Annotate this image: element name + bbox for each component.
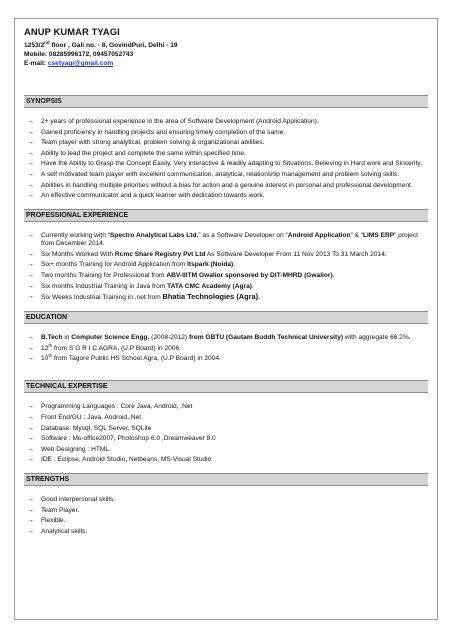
section-heading-strengths: STRENGTHS: [24, 473, 428, 486]
list-item: → Front End/GU : Java, Android,.Net: [27, 413, 142, 421]
mobile-line: Mobile: 08285996172, 09457052743: [24, 51, 134, 58]
arrow-icon: →: [27, 517, 34, 525]
section-heading-technical: TECHNICAL EXPERTISE: [24, 380, 428, 393]
arrow-icon: →: [27, 149, 34, 157]
list-item: → Six+ months Training for Android Application from Itspark (Noida).: [27, 261, 236, 269]
list-item: → Six months Industrial Training in Java from TATA CMC Academy (Agra).: [27, 282, 254, 290]
address-suffix: nd: [44, 39, 50, 45]
list-item: → Gained proficiency in handling projects and ensuring timely completion of the same.: [27, 128, 286, 136]
arrow-icon: →: [27, 250, 34, 258]
list-item: → Software : Ms-office2007, Photoshop 6.0 ,Dreamweaver 8.0: [27, 435, 216, 443]
list-item: → Database: Mysql, SQL Server, SQLite: [27, 424, 152, 432]
resume-content: [24, 26, 428, 539]
list-item: → Analytical skills.: [27, 528, 88, 536]
arrow-icon: →: [27, 261, 34, 269]
arrow-icon: →: [27, 413, 34, 421]
section-heading-education: EDUCATION: [24, 311, 428, 324]
list-item: → 12th from S G R I C AGRA, (U.P Board) in 2006.: [27, 342, 181, 352]
arrow-icon: →: [27, 160, 34, 168]
list-item: → Web Designing : HTML: [27, 445, 110, 453]
list-item: → Have the Ability to Grasp the Concept Easily, Very interactive & readily adapting to Situations, Believing in Hard work and Sincerity.: [27, 160, 422, 168]
list-item: → An effective communicator and a quick learner with dedication towards work.: [27, 192, 265, 200]
strengths-list: [24, 496, 428, 536]
arrow-icon: →: [27, 456, 34, 464]
list-item: → 2+ years of professional experience in the area of Software Development (Android Application).: [27, 118, 319, 125]
list-item: → A self motivated team player with excellent communication, analytical, relationship management and problem solving skills.: [27, 170, 400, 178]
list-item: → Team Player.: [27, 506, 80, 514]
address-number: 1253/2: [24, 42, 45, 49]
arrow-icon: →: [27, 128, 34, 136]
arrow-icon: →: [27, 496, 34, 504]
list-item: → Currently working with “Spectro Analytical Labs Ltd.” as a Software Developer on “Android Application” & “LIMS ERP” project from December 2014.: [27, 232, 418, 248]
arrow-icon: →: [27, 192, 34, 200]
address-line: [24, 41, 428, 50]
arrow-icon: →: [27, 170, 34, 178]
list-item: → 10th from Tagore Public HS School Agra, (U.P Board) in 2004.: [27, 353, 221, 363]
arrow-icon: →: [27, 293, 34, 301]
arrow-icon: →: [27, 344, 34, 352]
email-label: E-mail:: [24, 60, 48, 67]
list-item: → Six Weeks Industrial Training in .net from Bhatia Technologies (Agra).: [27, 292, 260, 302]
experience-list: [24, 232, 428, 302]
arrow-icon: →: [27, 232, 34, 240]
arrow-icon: →: [27, 334, 34, 342]
address-rest: floor , Gali no. - 8, GovindPuri, Delhi - 19: [49, 42, 178, 49]
arrow-icon: →: [27, 181, 34, 189]
technical-list: [24, 403, 428, 464]
synopsis-list: [24, 118, 428, 200]
list-item: → IDE : Eclipse, Android Studio, Netbeans, MS-Visual Studio: [27, 456, 212, 464]
arrow-icon: →: [27, 403, 34, 411]
arrow-icon: →: [27, 282, 34, 290]
list-item: → Good interpersonal skills.: [27, 496, 116, 504]
list-item: → Six Months Worked With Rcmc Share Registry Pvt Ltd As Software Developer From 11 Nov 2013 To 31 March 2014.: [27, 250, 387, 258]
arrow-icon: →: [27, 139, 34, 147]
list-item: → Programming Languages : Core Java, Android, .Net: [27, 403, 193, 411]
arrow-icon: →: [27, 445, 34, 453]
email-line: [24, 59, 428, 68]
section-heading-synopsis: SYNOPSIS: [24, 95, 428, 108]
list-item: → Flexible.: [27, 517, 66, 525]
arrow-icon: →: [27, 355, 34, 363]
candidate-name: ANUP KUMAR TYAGI: [24, 26, 120, 37]
arrow-icon: →: [27, 118, 34, 125]
list-item: → Ability to lead the project and complete the same within specified time.: [27, 149, 246, 157]
arrow-icon: →: [27, 506, 34, 514]
list-item: → Abilities in handling multiple priorities without a bias for action and a genuine interest in personal and professional development.: [27, 181, 413, 189]
arrow-icon: →: [27, 435, 34, 443]
list-item: → Team player with strong analytical, problem solving & organizational abilities.: [27, 139, 265, 147]
list-item: → Two months Training for Professional from ABV-IIITM Gwalior sponsored by DIT-MHRD (Gwalior).: [27, 271, 335, 279]
education-list: [24, 334, 428, 363]
arrow-icon: →: [27, 271, 34, 279]
arrow-icon: →: [27, 528, 34, 536]
section-heading-experience: PROFESSIONAL EXPERIENCE: [24, 209, 428, 222]
email-link[interactable]: csetyagi@gmail.com: [47, 60, 114, 67]
arrow-icon: →: [27, 424, 34, 432]
list-item: → B.Tech in Computer Science Engg. (2008-2012) from GBTU (Gautam Buddh Technical University) with aggregate 66.2%.: [27, 334, 411, 342]
